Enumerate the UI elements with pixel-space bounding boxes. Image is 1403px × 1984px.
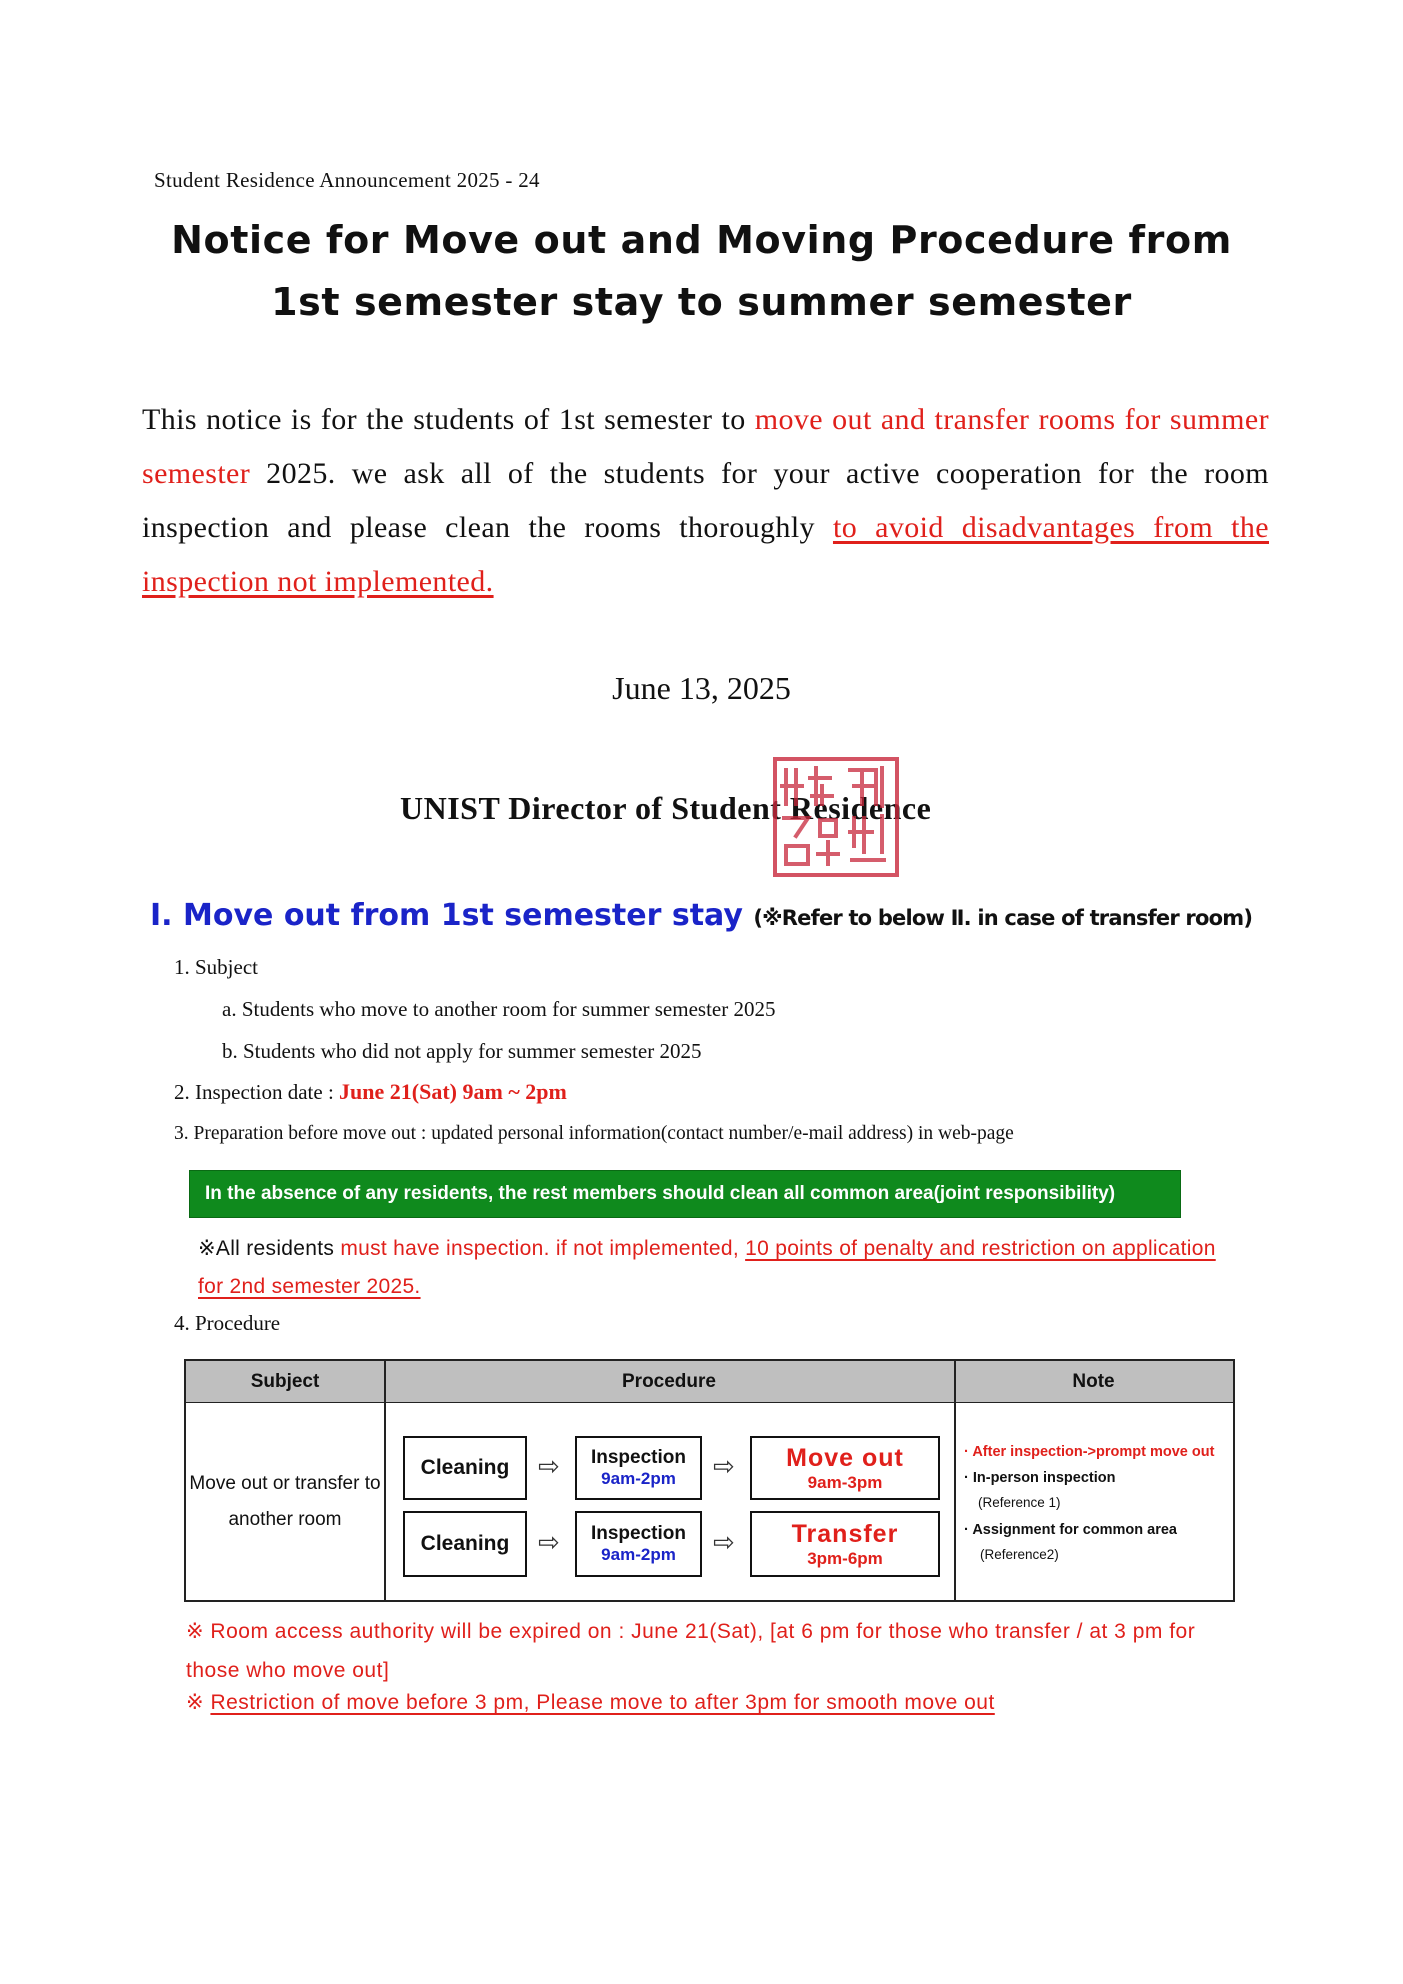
step-cleaning-box <box>403 1436 527 1500</box>
table-header-subject: Subject <box>186 1361 384 1403</box>
access-expiry-warning: ※ Room access authority will be expired on : June 21(Sat), [at 6 pm for those who transfer / at 3 pm for those who move out] <box>186 1620 1196 1682</box>
subject-item-a: a. Students who move to another room for summer semester 2025 <box>222 997 776 1021</box>
table-subject-cell: Move out or transfer to another room <box>189 1472 381 1530</box>
inspection-warning <box>198 1230 1228 1306</box>
note-in-person-inspection: · In-person inspection <box>964 1470 1116 1486</box>
intro-highlight-1: move out and transfer rooms for summer semester <box>142 403 1269 490</box>
step-inspection-label: Inspection <box>590 1447 686 1468</box>
step-move-out-time: 9am-3pm <box>807 1472 883 1492</box>
table-divider <box>384 1361 386 1600</box>
step-inspection-time: 9am-2pm <box>601 1469 676 1488</box>
page-title-line1: Notice for Move out and Moving Procedure from <box>171 218 1232 262</box>
step-transfer-box <box>750 1511 940 1577</box>
arrow-right-icon: ⇨ <box>538 1451 560 1481</box>
announcement-id: Student Residence Announcement 2025 - 24 <box>154 168 540 192</box>
table-header-note: Note <box>954 1361 1233 1403</box>
step-move-out-label: Move out <box>786 1443 904 1472</box>
official-seal-stamp <box>772 756 900 878</box>
step-inspection-time: 9am-2pm <box>601 1545 676 1564</box>
arrow-right-icon: ⇨ <box>538 1527 560 1557</box>
inspection-date-value: June 21(Sat) 9am ~ 2pm <box>339 1079 567 1104</box>
note-reference-2: (Reference2) <box>980 1547 1059 1562</box>
intro-highlight-2: to avoid disadvantages from the inspection not implemented. <box>142 511 1269 598</box>
step-inspection-box <box>575 1436 702 1500</box>
inspection-date <box>174 1079 567 1105</box>
preparation-note: 3. Preparation before move out : updated personal information(contact number/e-mail address) in web-page <box>174 1123 1014 1144</box>
inspection-date-label: 2. Inspection date : <box>174 1080 340 1104</box>
notice-date: June 13, 2025 <box>612 670 791 706</box>
move-restriction-text: Restriction of move before 3 pm, Please move to after 3pm for smooth move out <box>210 1691 995 1714</box>
move-restriction-mark: ※ <box>186 1691 211 1714</box>
step-cleaning-box <box>403 1511 527 1577</box>
inspection-warning-prefix: ※All residents <box>198 1237 341 1260</box>
table-header-procedure: Procedure <box>384 1361 954 1403</box>
step-inspection-box <box>575 1511 702 1577</box>
section-1-heading <box>150 898 1252 933</box>
note-prompt-move-out: · After inspection->prompt move out <box>964 1444 1215 1460</box>
step-move-out-box <box>750 1436 940 1500</box>
note-common-area: · Assignment for common area <box>964 1522 1177 1538</box>
inspection-warning-red: must have inspection. if not implemented, <box>340 1237 746 1260</box>
arrow-right-icon: ⇨ <box>713 1451 735 1481</box>
subject-item-b: b. Students who did not apply for summer semester 2025 <box>222 1039 702 1063</box>
procedure-table <box>184 1359 1235 1602</box>
director-signature: UNIST Director of Student Residence <box>400 790 932 826</box>
intro-paragraph <box>142 393 1269 609</box>
table-divider <box>954 1361 956 1600</box>
joint-responsibility-banner: In the absence of any residents, the rest members should clean all common area(joint responsibility) <box>189 1170 1181 1218</box>
step-inspection-label: Inspection <box>590 1523 686 1544</box>
step-cleaning-label: Cleaning <box>420 1532 510 1555</box>
intro-text-2: 2025. we ask all of the students for your active cooperation for the room inspection and please clean the rooms thoroughly <box>142 457 1269 544</box>
procedure-label: 4. Procedure <box>174 1311 281 1335</box>
subject-label: 1. Subject <box>174 955 258 979</box>
arrow-right-icon: ⇨ <box>713 1527 735 1557</box>
step-transfer-time: 3pm-6pm <box>807 1548 883 1568</box>
section-1-title: Ⅰ. Move out from 1st semester stay <box>150 898 743 933</box>
step-cleaning-label: Cleaning <box>420 1456 510 1479</box>
section-1-note: (※Refer to below Ⅱ. in case of transfer room) <box>753 906 1253 930</box>
note-reference-1: (Reference 1) <box>978 1495 1061 1510</box>
move-restriction-warning <box>186 1690 995 1715</box>
step-transfer-label: Transfer <box>791 1519 899 1548</box>
page-title-line2: 1st semester stay to summer semester <box>271 280 1132 324</box>
intro-text-1: This notice is for the students of 1st semester to <box>142 403 755 436</box>
inspection-warning-penalty: 10 points of penalty and restriction on application for 2nd semester 2025. <box>198 1237 1216 1298</box>
